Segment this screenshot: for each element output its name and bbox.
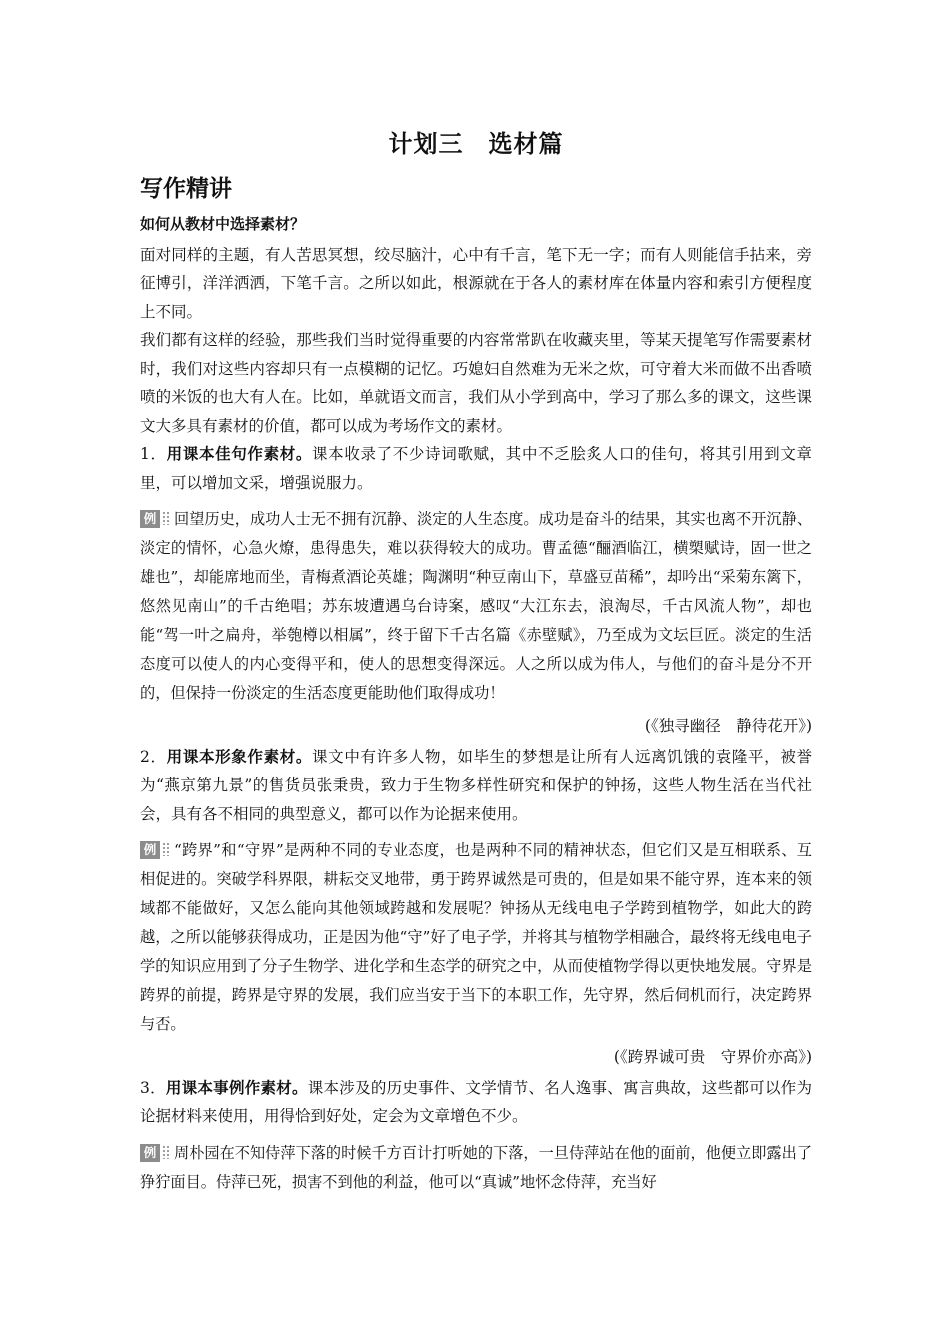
item-heading: 用课本形象作素材。 bbox=[166, 747, 313, 766]
item-number: 1． bbox=[140, 445, 167, 463]
item-number: 3． bbox=[140, 1078, 166, 1097]
question-heading: 如何从教材中选择素材？ bbox=[140, 215, 306, 233]
method-item bbox=[140, 743, 812, 829]
example-text: “跨界”和“守界”是两种不同的专业态度，也是两种不同的精神状态，但它们又是互相联系、互相促进的。突破学科界限，耕耘交叉地带，勇于跨界诚然是可贵的，但是如果不能守界，连本来的领域都不能做好，又怎么能向其他领域跨越和发展呢？钟扬从无线电电子学跨到植物学，如此大的跨越，之所以能够获得成功，正是因为他“守”好了电子学，并将其与植物学相融合，最终将无线电电子学的知识应用到了分子生物学、进化学和生态学的研究之中，从而使植物学得以更快地发展。守界是跨界的前提，跨界是守界的发展，我们应当安于当下的本职工作，先守界，然后伺机而行，决定跨界与否。 bbox=[140, 841, 812, 1033]
dots-icon bbox=[162, 1145, 171, 1159]
dots-icon bbox=[162, 842, 171, 856]
example-paragraph bbox=[140, 836, 812, 1039]
item-heading: 用课本事例作素材。 bbox=[165, 1078, 308, 1097]
intro-paragraph: 面对同样的主题，有人苦思冥想，绞尽脑汁，心中有千言，笔下无一字；而有人则能信手拈来，旁征博引，洋洋洒洒，下笔千言。之所以如此，根源就在于各人的素材库在体量内容和索引方便程度上不同。 bbox=[140, 245, 812, 321]
item-text: 课本涉及的历史事件、文学情节、名人逸事、寓言典故，这些都可以作为论据材料来使用，用得恰到好处，定会为文章增色不少。 bbox=[140, 1078, 812, 1125]
item-heading: 用课本佳句作素材。 bbox=[166, 445, 313, 463]
intro-paragraph: 我们都有这样的经验，那些我们当时觉得重要的内容常常趴在收藏夹里，等某天提笔写作需要素材时，我们对这些内容却只有一点模糊的记忆。巧媳妇自然难为无米之炊，可守着大米而做不出香喷喷的米饭的也大有人在。比如，单就语文而言，我们从小学到高中，学习了那么多的课文，这些课文大多具有素材的价值，都可以成为考场作文的素材。 bbox=[140, 331, 812, 435]
page-title: 计划三 选材篇 bbox=[388, 130, 564, 158]
item-text: 课文中有许多人物，如毕生的梦想是让所有人远离饥饿的袁隆平，被誉为“燕京第九景”的售货员张秉贵，致力于生物多样性研究和保护的钟扬，这些人物生活在当代社会，具有各不相同的典型意义，都可以作为论据来使用。 bbox=[140, 747, 812, 823]
example-source: (《独寻幽径 静待花开》) bbox=[644, 717, 812, 735]
method-item bbox=[140, 440, 812, 497]
example-paragraph bbox=[140, 1139, 812, 1197]
example-tag: 例 bbox=[140, 841, 160, 859]
section-heading: 写作精讲 bbox=[140, 176, 232, 202]
item-number: 2． bbox=[140, 747, 167, 766]
document-body bbox=[140, 210, 812, 1197]
item-text: 课本收录了不少诗词歌赋，其中不乏脍炙人口的佳句，将其引用到文章里，可以增加文采，增强说服力。 bbox=[140, 445, 812, 492]
example-tag: 例 bbox=[140, 1144, 160, 1162]
example-tag: 例 bbox=[140, 510, 160, 528]
example-text: 回望历史，成功人士无不拥有沉静、淡定的人生态度。成功是奋斗的结果，其实也离不开沉静、淡定的情怀，心急火燎，患得患失，难以获得较大的成功。曹孟德“酾酒临江，横槊赋诗，固一世之雄也”，却能席地而坐，青梅煮酒论英雄；陶渊明“种豆南山下，草盛豆苗稀”，却吟出“采菊东篱下，悠然见南山”的千古绝唱；苏东坡遭遇乌台诗案，感叹“大江东去，浪淘尽，千古风流人物”，却也能“驾一叶之扁舟，举匏樽以相属”，终于留下千古名篇《赤壁赋》，乃至成为文坛巨匠。淡定的生活态度可以使人的内心变得平和，使人的思想变得深远。人之所以成为伟人，与他们的奋斗是分不开的，但保持一份淡定的生活态度更能助他们取得成功！ bbox=[140, 510, 812, 702]
example-source: (《跨界诚可贵 守界价亦高》) bbox=[613, 1048, 812, 1066]
method-item bbox=[140, 1074, 812, 1131]
example-text: 周朴园在不知侍萍下落的时候千方百计打听她的下落，一旦侍萍站在他的面前，他便立即露出了狰狞面目。侍萍已死，损害不到他的利益，他可以“真诚”地怀念侍萍，充当好 bbox=[140, 1143, 812, 1191]
dots-icon bbox=[162, 511, 171, 525]
example-paragraph bbox=[140, 505, 812, 708]
